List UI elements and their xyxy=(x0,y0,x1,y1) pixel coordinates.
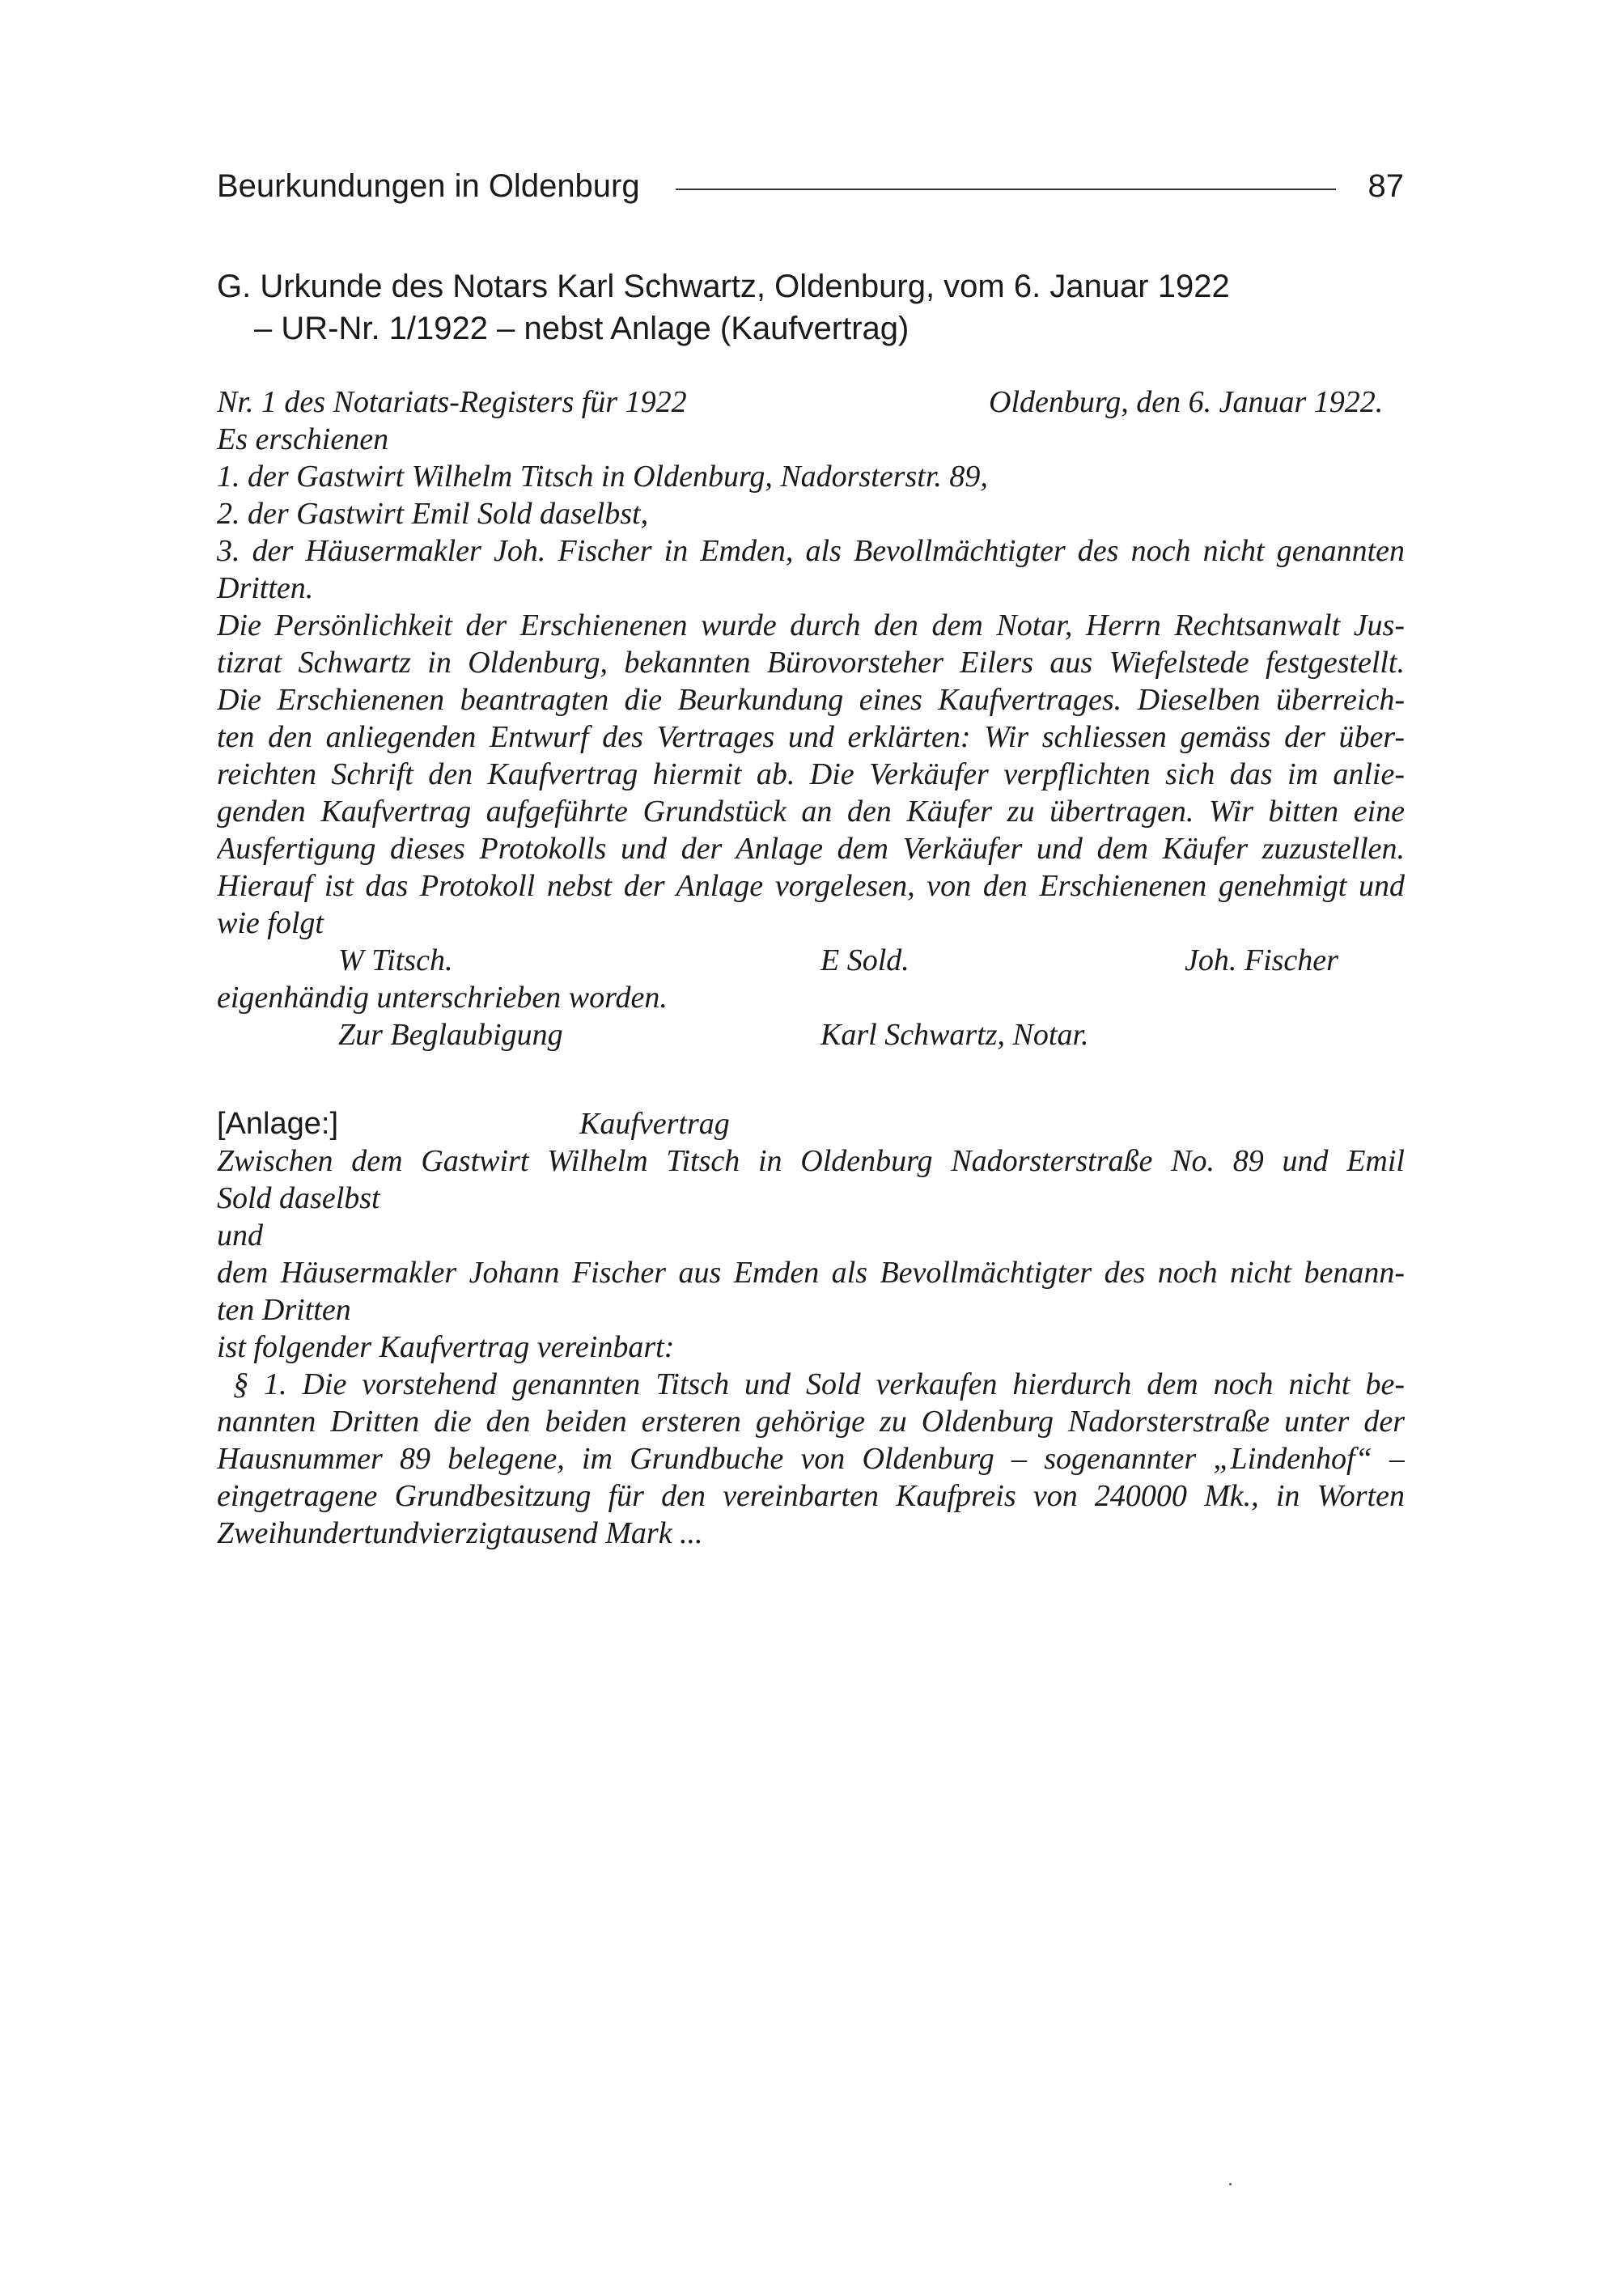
heading-line-2: – UR-Nr. 1/1922 – nebst Anlage (Kaufvertrag) xyxy=(254,311,910,346)
certification-label: Zur Beglaubigung xyxy=(338,1018,563,1052)
read-line-1: Hierauf ist das Protokoll nebst der Anlage vorgelesen, von den Erschienenen genehmigt und xyxy=(217,869,1405,903)
annex-line-4: dem Häusermakler Johann Fischer aus Emden als Bevollmächtigter des noch nicht benann- xyxy=(217,1256,1405,1290)
paragraph-1-line-5: Zweihundertundvierzigtausend Mark ... xyxy=(217,1516,703,1550)
annex-line-6: ist folgender Kaufvertrag vereinbart: xyxy=(217,1330,675,1364)
notary-signature: Karl Schwartz, Notar. xyxy=(820,1018,1089,1052)
running-header xyxy=(217,162,1404,210)
party-1: 1. der Gastwirt Wilhelm Titsch in Oldenburg, Nadorsterstr. 89, xyxy=(217,460,988,494)
paragraph-1-line-2: nannten Dritten die den beiden ersteren gehörige zu Oldenburg Nadorsterstraße unter der xyxy=(217,1405,1405,1439)
place-date: Oldenburg, den 6. Januar 1922. xyxy=(989,385,1384,419)
annex-label: [Anlage:] xyxy=(217,1107,338,1141)
request-line-2: ten den anliegenden Entwurf des Vertrages und erklärten: Wir schliessen gemäss der über- xyxy=(217,720,1405,754)
identity-line-1: Die Persönlichkeit der Erschienenen wurde durch den dem Notar, Herrn Rechtsanwalt Jus- xyxy=(217,608,1405,642)
identity-line-2: tizrat Schwartz in Oldenburg, bekannten Bürovorsteher Eilers aus Wiefelstede festgestellt. xyxy=(217,646,1405,680)
signature-titsch: W Titsch. xyxy=(338,943,453,977)
request-line-1: Die Erschienenen beantragten die Beurkundung eines Kaufvertrages. Dieselben überreich- xyxy=(217,683,1405,717)
annex-line-1: Zwischen dem Gastwirt Wilhelm Titsch in Oldenburg Nadorsterstraße No. 89 und Emil xyxy=(217,1144,1405,1178)
paragraph-1-line-4: eingetragene Grundbesitzung für den vereinbarten Kaufpreis von 240000 Mk., in Worten xyxy=(217,1479,1405,1513)
certification-row xyxy=(217,1016,1405,1053)
appeared-line: Es erschienen xyxy=(217,422,389,456)
annex-title-row xyxy=(217,1105,1405,1142)
party-3-line-2: Dritten. xyxy=(217,571,314,605)
signatures-row xyxy=(217,942,1405,979)
page-number: 87 xyxy=(1367,167,1404,204)
request-line-4: genden Kaufvertrag aufgeführte Grundstück an den Käufer zu übertragen. Wir bitten eine xyxy=(217,795,1405,829)
paragraph-1-line-3: Hausnummer 89 belegene, im Grundbuche von Oldenburg – sogenannter „Lindenhof“ – xyxy=(217,1442,1405,1476)
request-line-5: Ausfertigung dieses Protokolls und der Anlage dem Verkäufer und dem Käufer zuzustellen. xyxy=(217,832,1405,866)
request-line-3: reichten Schrift den Kaufvertrag hiermit ab. Die Verkäufer verpflichten sich das im anlie- xyxy=(217,757,1405,791)
header-rule xyxy=(676,189,1336,190)
running-title: Beurkundungen in Oldenburg xyxy=(217,167,640,204)
annex-title: Kaufvertrag xyxy=(579,1107,730,1141)
heading-line-1: G. Urkunde des Notars Karl Schwartz, Oldenburg, vom 6. Januar 1922 xyxy=(217,269,1230,304)
register-number: Nr. 1 des Notariats-Registers für 1922 xyxy=(217,385,687,419)
annex-contract xyxy=(217,1105,1405,1552)
paragraph-1-line-1: § 1. Die vorstehend genannten Titsch und Sold verkaufen hierdurch dem noch nicht be- xyxy=(233,1367,1405,1401)
signature-sold: E Sold. xyxy=(820,943,910,977)
signature-fischer: Joh. Fischer xyxy=(1185,943,1338,977)
signed-line: eigenhändig unterschrieben worden. xyxy=(217,981,668,1015)
scan-speck xyxy=(1229,2183,1232,2185)
read-line-2: wie folgt xyxy=(217,906,324,940)
section-heading xyxy=(217,265,1230,350)
party-3-line-1: 3. der Häusermakler Joh. Fischer in Emden, als Bevollmächtigter des noch nicht genannten xyxy=(217,534,1405,568)
annex-line-3: und xyxy=(217,1219,263,1252)
register-row xyxy=(217,384,1405,421)
party-2: 2. der Gastwirt Emil Sold daselbst, xyxy=(217,497,649,531)
annex-line-5: ten Dritten xyxy=(217,1293,351,1327)
annex-line-2: Sold daselbst xyxy=(217,1181,380,1215)
notarial-protocol xyxy=(217,384,1405,1053)
